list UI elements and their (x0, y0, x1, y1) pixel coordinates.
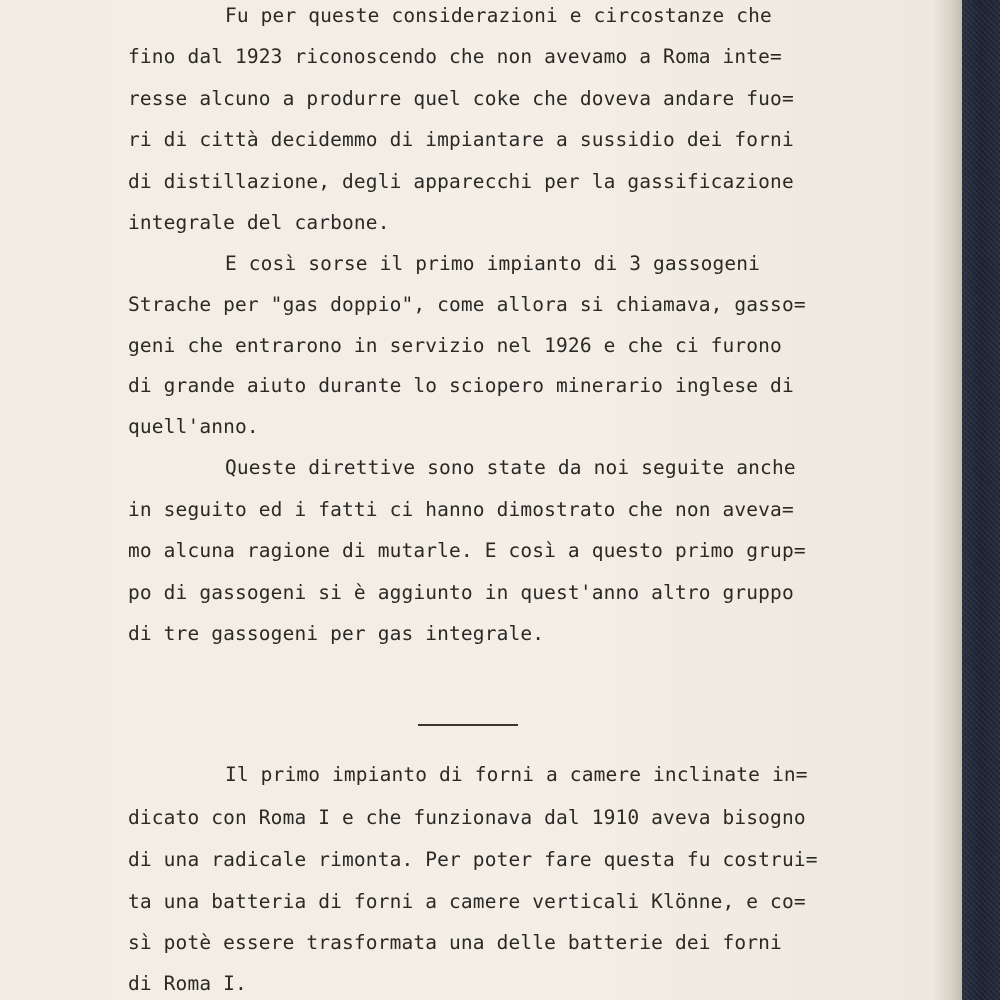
text-line: po di gassogeni si è aggiunto in quest'anno altro gruppo (128, 581, 794, 604)
text-line: geni che entrarono in servizio nel 1926 e che ci furono (128, 334, 782, 357)
text-line: Queste direttive sono state da noi seguite anche (225, 456, 796, 479)
text-line: Strache per "gas doppio", come allora si chiamava, gasso= (128, 293, 806, 316)
text-line: fino dal 1923 riconoscendo che non avevamo a Roma inte= (128, 45, 782, 68)
section-separator (418, 724, 518, 726)
text-line: in seguito ed i fatti ci hanno dimostrato che non aveva= (128, 498, 794, 521)
text-line: quell'anno. (128, 415, 259, 438)
text-line: di distillazione, degli apparecchi per la gassificazione (128, 170, 794, 193)
text-line: mo alcuna ragione di mutarle. E così a questo primo grup= (128, 539, 806, 562)
text-line: di Roma I. (128, 972, 247, 995)
text-line: resse alcuno a produrre quel coke che doveva andare fuo= (128, 87, 794, 110)
text-line: sì potè essere trasformata una delle batterie dei forni (128, 931, 782, 954)
page-edge (935, 0, 963, 1000)
text-line: dicato con Roma I e che funzionava dal 1910 aveva bisogno (128, 806, 806, 829)
book-binding (962, 0, 1000, 1000)
text-line: di grande aiuto durante lo sciopero minerario inglese di (128, 374, 794, 397)
text-line: integrale del carbone. (128, 211, 390, 234)
text-line: ri di città decidemmo di impiantare a sussidio dei forni (128, 128, 794, 151)
text-line: di tre gassogeni per gas integrale. (128, 622, 545, 645)
text-line: E così sorse il primo impianto di 3 gassogeni (225, 252, 761, 275)
text-line: ta una batteria di forni a camere verticali Klönne, e co= (128, 890, 806, 913)
text-line: di una radicale rimonta. Per poter fare questa fu costrui= (128, 848, 818, 871)
text-line: Fu per queste considerazioni e circostanze che (225, 4, 772, 27)
text-line: Il primo impianto di forni a camere inclinate in= (225, 763, 808, 786)
